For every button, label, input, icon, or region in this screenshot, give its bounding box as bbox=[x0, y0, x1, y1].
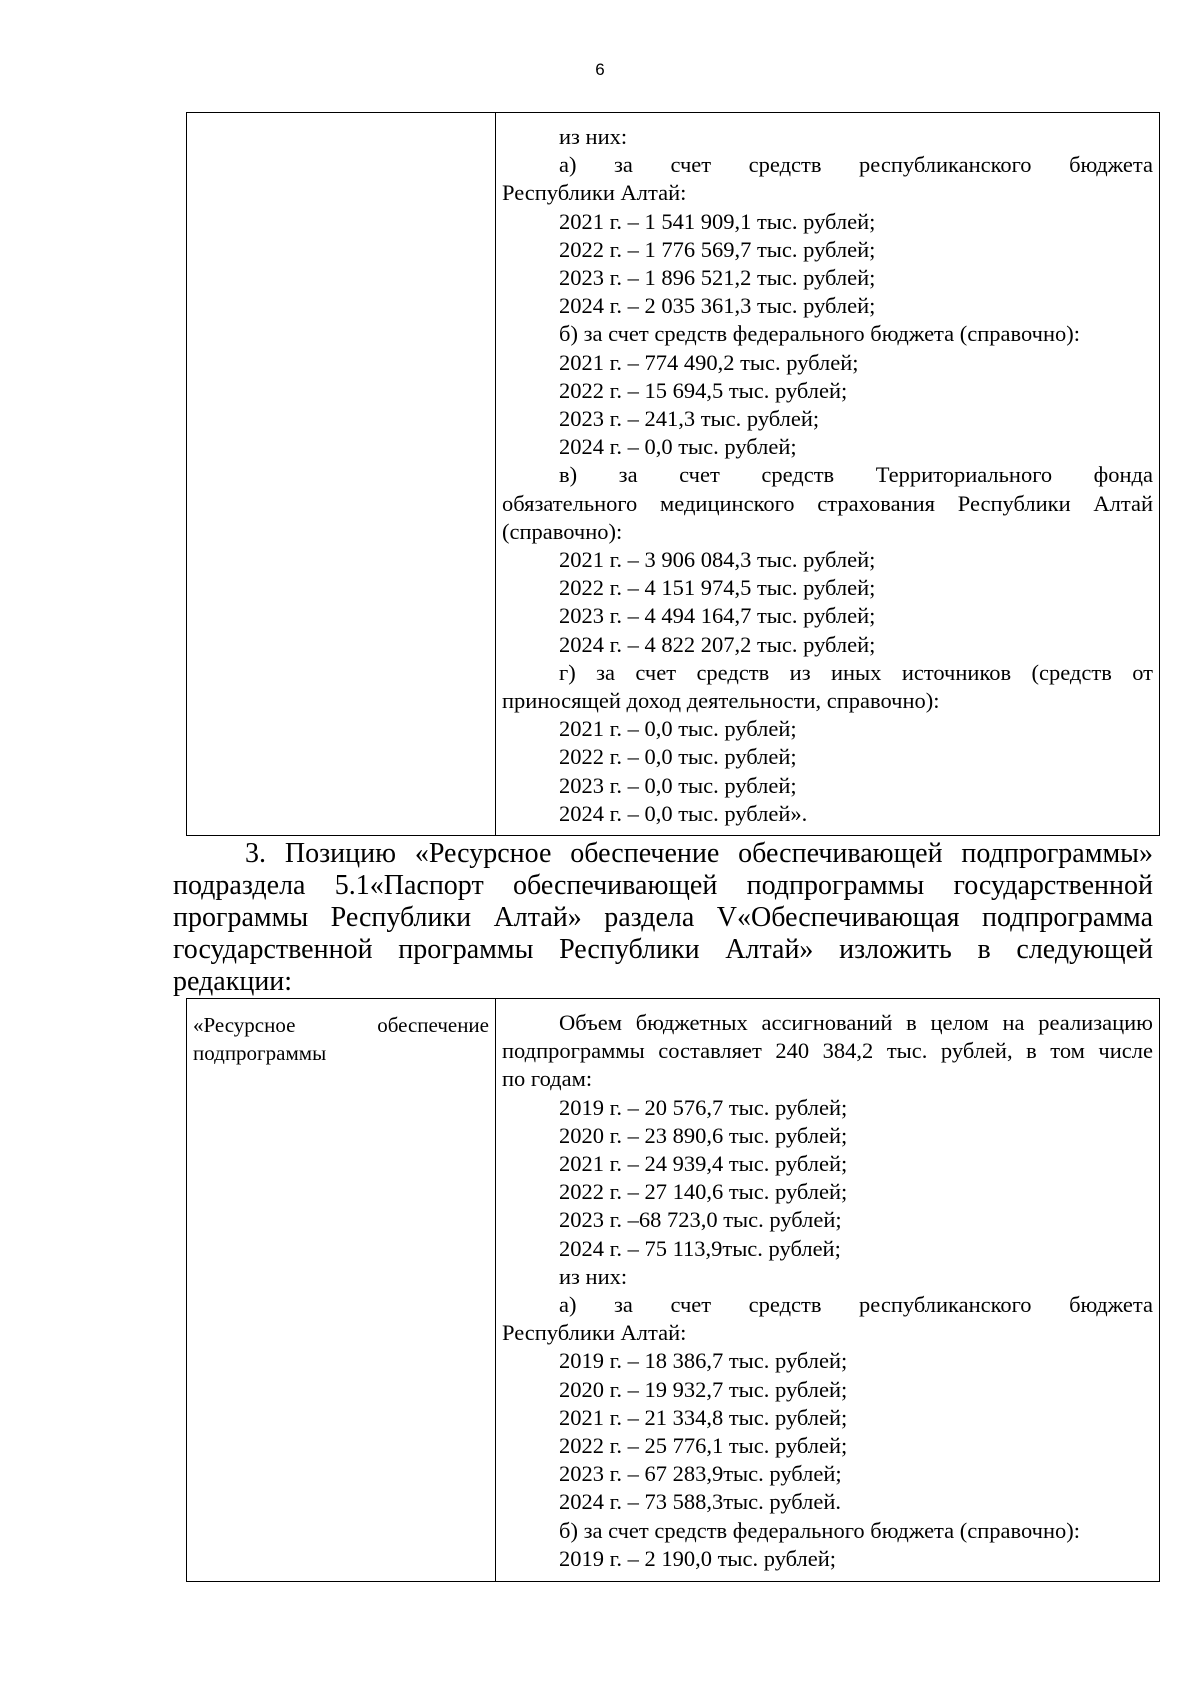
text-line: 2022 г. – 25 776,1 тыс. рублей; bbox=[559, 1433, 848, 1459]
text-line: 2022 г. – 15 694,5 тыс. рублей; bbox=[559, 377, 848, 403]
text-line: 2023 г. – 1 896 521,2 тыс. рублей; bbox=[559, 265, 876, 291]
text-line: б) за счет средств федерального бюджета (справочно): bbox=[559, 321, 1081, 347]
text-line: 2024 г. – 73 588,3тыс. рублей. bbox=[559, 1489, 842, 1515]
text-line: 2021 г. – 21 334,8 тыс. рублей; bbox=[559, 1404, 848, 1430]
paragraph-line: государственной программы Республики Алтай» изложить в следующей bbox=[173, 934, 1153, 965]
table1-right-cell bbox=[496, 113, 1160, 836]
text-line: г) за счет средств из иных источников (средств от bbox=[559, 659, 1153, 685]
text-line: 2024 г. – 0,0 тыс. рублей; bbox=[559, 434, 797, 460]
text-line: Республики Алтай: bbox=[502, 180, 687, 206]
text-line: 2024 г. – 4 822 207,2 тыс. рублей; bbox=[559, 631, 876, 657]
text-line: (справочно): bbox=[502, 518, 623, 544]
text-line: по годам: bbox=[502, 1066, 593, 1092]
text-line: 2023 г. – 67 283,9тыс. рублей; bbox=[559, 1461, 842, 1487]
paragraph-line: подраздела 5.1«Паспорт обеспечивающей подпрограммы государственной bbox=[173, 870, 1153, 901]
text-line: 2023 г. –68 723,0 тыс. рублей; bbox=[559, 1207, 842, 1233]
text-line: 2024 г. – 0,0 тыс. рублей». bbox=[559, 800, 808, 826]
text-line: 2021 г. – 24 939,4 тыс. рублей; bbox=[559, 1151, 848, 1177]
text-line: 2020 г. – 23 890,6 тыс. рублей; bbox=[559, 1122, 848, 1148]
text-line: Объем бюджетных ассигнований в целом на реализацию bbox=[559, 1010, 1153, 1035]
table2-left-text bbox=[187, 999, 495, 1067]
left-text-line: «Ресурсное обеспечение bbox=[193, 1013, 489, 1037]
table1-left-text bbox=[187, 113, 495, 125]
text-line: Республики Алтай: bbox=[502, 1320, 687, 1346]
table2-lines bbox=[496, 999, 1159, 1579]
table1-left-cell bbox=[187, 113, 496, 836]
paragraph-line: редакции: bbox=[173, 966, 293, 997]
text-line: 2021 г. – 774 490,2 тыс. рублей; bbox=[559, 349, 859, 375]
amendment-paragraph bbox=[173, 838, 1153, 998]
text-line: 2023 г. – 4 494 164,7 тыс. рублей; bbox=[559, 603, 876, 629]
text-line: подпрограммы составляет 240 384,2 тыс. рублей, в том числе bbox=[502, 1038, 1153, 1064]
text-line: б) за счет средств федерального бюджета (справочно): bbox=[559, 1517, 1081, 1543]
text-line: приносящей доход деятельности, справочно): bbox=[502, 688, 940, 714]
table2-right-cell bbox=[496, 999, 1160, 1582]
text-line: 2022 г. – 0,0 тыс. рублей; bbox=[559, 744, 797, 770]
text-line: 2021 г. – 3 906 084,3 тыс. рублей; bbox=[559, 547, 876, 573]
text-line: а) за счет средств республиканского бюджета bbox=[559, 1292, 1153, 1318]
text-line: 2022 г. – 1 776 569,7 тыс. рублей; bbox=[559, 236, 876, 262]
paragraph-line: программы Республики Алтай» раздела V«Обеспечивающая подпрограмма bbox=[173, 902, 1153, 933]
table2-left-cell bbox=[187, 999, 496, 1582]
text-line: в) за счет средств Территориального фонда bbox=[559, 462, 1153, 488]
text-line: 2020 г. – 19 932,7 тыс. рублей; bbox=[559, 1376, 848, 1402]
text-line: из них: bbox=[559, 1263, 628, 1289]
resource-table-continuation bbox=[186, 112, 1160, 836]
text-line: 2023 г. – 241,3 тыс. рублей; bbox=[559, 406, 820, 432]
text-line: 2023 г. – 0,0 тыс. рублей; bbox=[559, 772, 797, 798]
text-line: 2024 г. – 2 035 361,3 тыс. рублей; bbox=[559, 293, 876, 319]
text-line: обязательного медицинского страхования Республики Алтай bbox=[502, 490, 1153, 516]
text-line: 2022 г. – 27 140,6 тыс. рублей; bbox=[559, 1179, 848, 1205]
text-line: а) за счет средств республиканского бюджета bbox=[559, 152, 1153, 178]
page-number: 6 bbox=[595, 60, 605, 79]
resource-table-new bbox=[186, 998, 1160, 1582]
text-line: 2019 г. – 20 576,7 тыс. рублей; bbox=[559, 1094, 848, 1120]
text-line: 2021 г. – 1 541 909,1 тыс. рублей; bbox=[559, 208, 876, 234]
text-line: 2022 г. – 4 151 974,5 тыс. рублей; bbox=[559, 575, 876, 601]
text-line: 2019 г. – 2 190,0 тыс. рублей; bbox=[559, 1545, 837, 1571]
paragraph-line: 3. Позицию «Ресурсное обеспечение обеспечивающей подпрограммы» bbox=[245, 838, 1153, 869]
left-text-line: подпрограммы bbox=[193, 1041, 327, 1065]
table1-lines bbox=[496, 113, 1159, 834]
text-line: 2024 г. – 75 113,9тыс. рублей; bbox=[559, 1235, 841, 1261]
text-line: из них: bbox=[559, 124, 628, 149]
text-line: 2019 г. – 18 386,7 тыс. рублей; bbox=[559, 1348, 848, 1374]
text-line: 2021 г. – 0,0 тыс. рублей; bbox=[559, 716, 797, 742]
